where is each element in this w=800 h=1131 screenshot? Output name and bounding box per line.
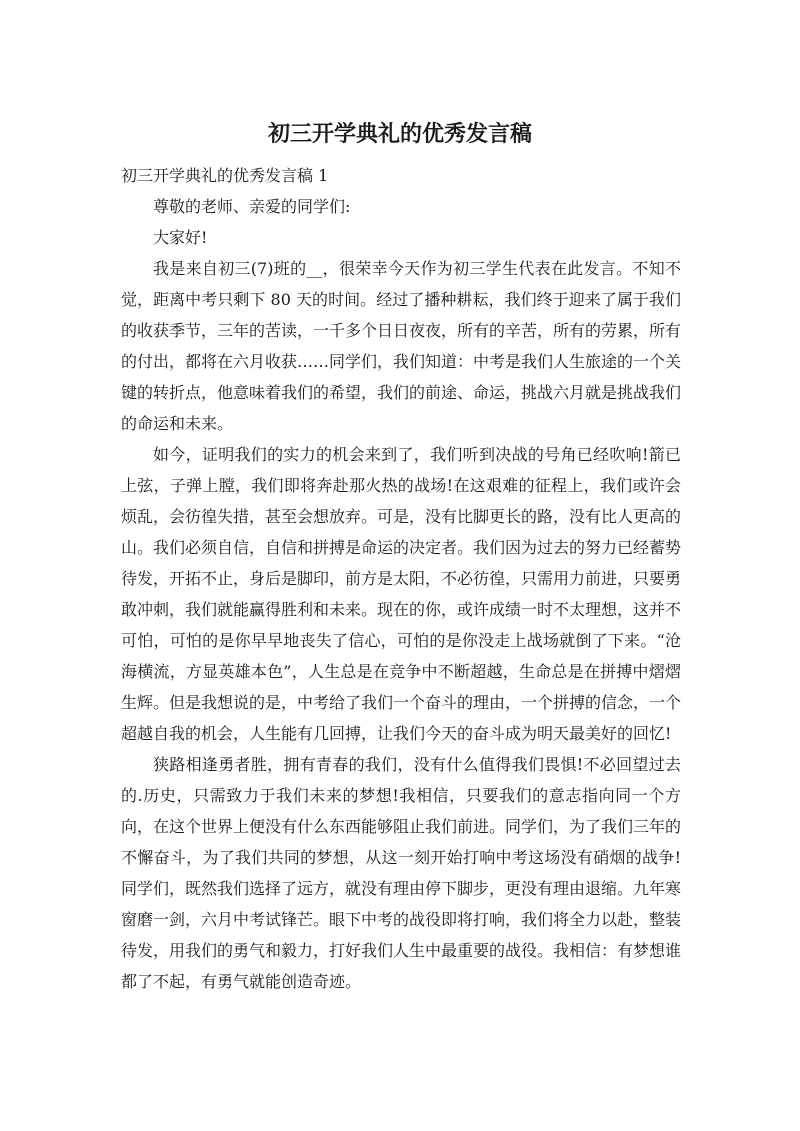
paragraph-greeting: 大家好! [153, 228, 208, 247]
paragraph-opportunity: 如今，证明我们的实力的机会来到了，我们听到决战的号角已经吹响!箭已上弦，子弹上膛，我们即将奔赴那火热的战场!在这艰难的征程上，我们或许会烦乱，会彷徨失措，甚至会想放弃。可是，没有比脚更长的路，没有比人更高的山。我们必须自信，自信和拼搏是命运的决定者。我们因为过去的努力已经蓄势待发，开拓不止，身后是脚印，前方是太阳，不必彷徨，只需用力前进，只要勇敢冲刺，我们就能赢得胜利和未来。现在的你，或许成绩一时不太理想，这并不可怕，可怕的是你早早地丧失了信心，可怕的是你没走上战场就倒了下来。“沧海横流，方显英雄本色”，人生总是在竞争中不断超越，生命总是在拼搏中熠熠生辉。但是我想说的是，中考给了我们一个奋斗的理由，一个拼搏的信念，一个超越自我的机会，人生能有几回搏，让我们今天的奋斗成为明天最美好的回忆! [121, 445, 682, 743]
document-body [121, 160, 681, 997]
document-title: 初三开学典礼的优秀发言稿 [267, 122, 532, 147]
paragraph-salutation: 尊敬的老师、亲爱的同学们: [153, 197, 351, 216]
paragraph-courage: 狭路相逢勇者胜，拥有青春的我们，没有什么值得我们畏惧!不必回望过去的.历史，只需致力于我们未来的梦想!我相信，只要我们的意志指向同一个方向，在这个世界上便没有什么东西能够阻止我们前进。同学们，为了我们三年的不懈奋斗，为了我们共同的梦想，从这一刻开始打响中考这场没有硝烟的战争!同学们，既然我们选择了远方，就没有理由停下脚步，更没有理由退缩。九年寒窗磨一剑，六月中考试锋芒。眼下中考的战役即将打响，我们将全力以赴，整装待发，用我们的勇气和毅力，打好我们人生中最重要的战役。我相信：有梦想谁都了不起，有勇气就能创造奇迹。 [121, 755, 682, 991]
section-heading: 初三开学典礼的优秀发言稿 1 [121, 166, 329, 185]
paragraph-introduction: 我是来自初三(7)班的__，很荣幸今天作为初三学生代表在此发言。不知不觉，距离中考只剩下 80 天的时间。经过了播种耕耘，我们终于迎来了属于我们的收获季节，三年的苦读，一千多个日日夜夜，所有的辛苦，所有的劳累，所有的付出，都将在六月收获……同学们，我们知道：中考是我们人生旅途的一个关键的转折点，他意味着我们的希望，我们的前途、命运，挑战六月就是挑战我们的命运和未来。 [121, 259, 682, 433]
